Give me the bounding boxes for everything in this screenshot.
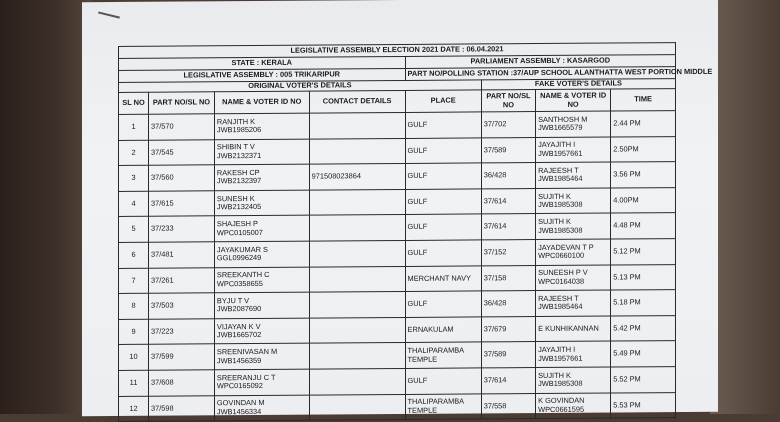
voter-name: JAYAJITH I <box>538 346 608 355</box>
cell-part-no: 37/503 <box>149 293 215 319</box>
voter-name: VIJAYAN K V <box>217 322 307 331</box>
cell-fake-part-no: 37/158 <box>481 265 535 291</box>
voter-id: WPC0105007 <box>217 228 307 237</box>
cell-fake-name-voter-id <box>536 341 611 367</box>
cell-sl-no: 4 <box>119 191 149 217</box>
cell-fake-part-no: 37/152 <box>481 240 535 266</box>
cell-contact <box>309 240 405 266</box>
table-row <box>119 162 676 191</box>
cell-time: 3.56 PM <box>611 162 676 188</box>
cell-part-no: 37/570 <box>149 114 215 140</box>
voter-id: JWB1456359 <box>217 356 307 365</box>
cell-place: GULF <box>405 163 481 189</box>
voter-name: RAJEESH T <box>538 294 608 303</box>
voter-name: SREEKANTH C <box>217 271 307 280</box>
cell-name-voter-id <box>214 369 309 395</box>
voter-id: JWB1985206 <box>217 126 307 135</box>
voter-name: SUNEESH P V <box>538 269 608 278</box>
cell-fake-name-voter-id <box>536 290 611 316</box>
cell-fake-name-voter-id <box>536 393 611 419</box>
voter-id: JWB1957661 <box>538 149 608 158</box>
cell-time: 5.53 PM <box>611 392 676 418</box>
voter-id: JWB1957661 <box>538 354 608 363</box>
cell-part-no: 37/223 <box>149 319 215 345</box>
pen-mark <box>98 11 120 18</box>
voter-id: GGL0996249 <box>217 254 307 263</box>
cell-contact <box>309 266 405 292</box>
background-left <box>0 0 92 414</box>
table-row <box>119 315 676 344</box>
voter-name: JAYADEVAN T P <box>538 243 608 252</box>
cell-sl-no: 11 <box>119 370 149 396</box>
cell-fake-part-no: 37/558 <box>481 393 535 419</box>
voter-name: K GOVINDAN <box>538 397 608 406</box>
voter-table <box>118 42 676 422</box>
col-fake-name-voter-id: NAME & VOTER ID NO <box>536 89 611 112</box>
voter-name: RAKESH CP <box>217 169 307 178</box>
cell-name-voter-id <box>214 139 309 165</box>
cell-fake-part-no: 37/702 <box>481 112 535 138</box>
table-row <box>119 187 676 216</box>
col-fake-part-no: PART NO/SL NO <box>481 90 535 112</box>
voter-name: SREERANJU C T <box>217 373 307 382</box>
cell-contact <box>309 343 405 369</box>
voter-id: WPC0660100 <box>538 252 608 261</box>
col-place: PLACE <box>405 90 481 113</box>
cell-time: 4.00PM <box>611 187 676 213</box>
document-sheet <box>82 0 718 416</box>
table-row <box>119 239 676 268</box>
voter-name: SUJITH K <box>538 371 608 380</box>
cell-contact <box>309 368 405 394</box>
cell-sl-no: 2 <box>119 140 149 166</box>
cell-fake-name-voter-id <box>536 213 611 239</box>
cell-time: 5.42 PM <box>611 315 676 341</box>
table-row <box>119 213 676 242</box>
voter-name: GOVINDAN M <box>217 399 307 408</box>
cell-time: 4.48 PM <box>611 213 676 239</box>
cell-time: 5.12 PM <box>611 239 676 265</box>
voter-name: SUJITH K <box>538 218 608 227</box>
voter-id: WPC0164038 <box>538 277 608 286</box>
voter-id: JWB2087690 <box>217 305 307 314</box>
cell-fake-part-no: 37/614 <box>481 214 535 240</box>
voter-id: JWB2132397 <box>217 177 307 186</box>
cell-sl-no: 9 <box>119 319 149 345</box>
voter-id: JWB1665702 <box>217 331 307 340</box>
cell-name-voter-id <box>214 395 309 421</box>
voter-id: JWB1985308 <box>538 201 608 210</box>
cell-place: GULF <box>405 368 481 394</box>
cell-name-voter-id <box>214 164 309 190</box>
voter-name: SHIBIN T V <box>217 143 307 152</box>
voter-name: JAYAKUMAR S <box>217 245 307 254</box>
cell-fake-name-voter-id <box>536 239 611 265</box>
voter-id: JWB2132371 <box>217 152 307 161</box>
table-row <box>119 264 676 293</box>
cell-place: GULF <box>405 189 481 215</box>
voter-id: JWB1456334 <box>217 407 307 416</box>
table-body <box>119 111 676 422</box>
table-row <box>119 392 676 421</box>
cell-part-no: 37/560 <box>149 165 215 191</box>
cell-time: 5.49 PM <box>611 341 676 367</box>
background-right <box>710 0 780 414</box>
cell-sl-no: 6 <box>119 242 149 268</box>
cell-part-no: 37/599 <box>149 344 215 370</box>
cell-contact <box>309 189 405 215</box>
cell-place: MERCHANT NAVY <box>405 265 481 291</box>
cell-fake-part-no: 36/428 <box>481 291 535 317</box>
cell-place: GULF <box>405 291 481 317</box>
table-row <box>119 341 676 370</box>
cell-name-voter-id <box>214 190 309 216</box>
cell-time: 5.52 PM <box>611 367 676 393</box>
cell-contact <box>309 292 405 318</box>
cell-fake-name-voter-id <box>536 316 611 342</box>
voter-name: SUJITH K <box>538 192 608 201</box>
voter-name: RANJITH K <box>217 117 307 126</box>
voter-name: SUNESH K <box>217 194 307 203</box>
voter-table-document <box>118 42 676 422</box>
voter-id: WPC0165092 <box>217 382 307 391</box>
voter-id: JWB1985308 <box>538 380 608 389</box>
cell-name-voter-id <box>214 292 309 318</box>
voter-id: JWB2132405 <box>217 203 307 212</box>
voter-id: JWB1665579 <box>538 124 608 133</box>
voter-name: SHAJESH P <box>217 220 307 229</box>
cell-fake-name-voter-id <box>536 265 611 291</box>
cell-contact <box>309 138 405 164</box>
cell-sl-no: 12 <box>119 396 149 422</box>
cell-time: 2.50PM <box>611 136 676 162</box>
voter-name: E KUNHIKANNAN <box>538 324 608 333</box>
cell-fake-name-voter-id <box>536 162 611 188</box>
parliament-label: PARLIAMENT ASSEMBLY : KASARGOD <box>405 55 675 69</box>
cell-part-no: 37/545 <box>149 139 215 165</box>
cell-name-voter-id <box>214 113 309 139</box>
cell-contact <box>309 215 405 241</box>
table-row <box>119 111 676 140</box>
cell-part-no: 37/608 <box>149 370 215 396</box>
cell-place: GULF <box>405 138 481 164</box>
cell-name-voter-id <box>214 241 309 267</box>
cell-part-no: 37/615 <box>149 191 215 217</box>
cell-fake-part-no: 37/679 <box>481 316 535 342</box>
cell-time: 2.44 PM <box>611 111 676 137</box>
table-row <box>119 367 676 396</box>
cell-contact <box>309 394 405 420</box>
cell-name-voter-id <box>214 216 309 242</box>
voter-id: JWB1985308 <box>538 226 608 235</box>
document-title: LEGISLATIVE ASSEMBLY ELECTION 2021 DATE : 06.04.2021 <box>119 43 676 59</box>
voter-name: BYJU T V <box>217 297 307 306</box>
voter-id: JWB1985464 <box>538 303 608 312</box>
voter-name: SANTHOSH M <box>538 115 608 124</box>
cell-part-no: 37/261 <box>149 267 215 293</box>
cell-sl-no: 5 <box>119 217 149 243</box>
cell-contact <box>309 317 405 343</box>
cell-place: GULF <box>405 112 481 138</box>
cell-fake-part-no: 37/589 <box>481 137 535 163</box>
cell-part-no: 37/481 <box>149 242 215 268</box>
cell-name-voter-id <box>214 343 309 369</box>
cell-part-no: 37/598 <box>149 395 215 421</box>
cell-contact <box>309 112 405 138</box>
voter-id: JWB1985464 <box>538 175 608 184</box>
col-sl-no: SL NO <box>119 92 149 114</box>
cell-fake-name-voter-id <box>536 111 611 137</box>
col-name-voter-id: NAME & VOTER ID NO <box>214 91 309 114</box>
cell-fake-name-voter-id <box>536 188 611 214</box>
cell-fake-part-no: 37/614 <box>481 367 535 393</box>
cell-fake-name-voter-id <box>536 367 611 393</box>
table-row <box>119 136 676 165</box>
cell-place: THALIPARAMBA TEMPLE <box>405 393 481 419</box>
cell-sl-no: 3 <box>119 165 149 191</box>
fake-voters-group: FAKE VOTER'S DETAILS <box>481 79 675 90</box>
cell-time: 5.13 PM <box>611 264 676 290</box>
col-contact: CONTACT DETAILS <box>309 90 405 113</box>
voter-name: RAJEESH T <box>538 167 608 176</box>
cell-fake-name-voter-id <box>536 137 611 163</box>
state-label: STATE : KERALA <box>119 56 406 70</box>
voter-name: SREENIVASAN M <box>217 348 307 357</box>
cell-place: GULF <box>405 214 481 240</box>
cell-fake-part-no: 37/589 <box>481 342 535 368</box>
col-part-no: PART NO/SL NO <box>149 92 215 114</box>
cell-sl-no: 10 <box>119 345 149 371</box>
cell-name-voter-id <box>214 267 309 293</box>
voter-id: WPC0358655 <box>217 280 307 289</box>
cell-sl-no: 8 <box>119 293 149 319</box>
table-row <box>119 290 676 319</box>
cell-fake-part-no: 37/614 <box>481 188 535 214</box>
cell-place: GULF <box>405 240 481 266</box>
cell-time: 5.18 PM <box>611 290 676 316</box>
cell-place: ERNAKULAM <box>405 317 481 343</box>
cell-place: THALIPARAMBA TEMPLE <box>405 342 481 368</box>
assembly-label: LEGISLATIVE ASSEMBLY : 005 TRIKARIPUR <box>119 68 406 82</box>
original-voters-group: ORIGINAL VOTER'S DETAILS <box>119 80 482 93</box>
voter-id: WPC0661595 <box>538 405 608 414</box>
cell-part-no: 37/233 <box>149 216 215 242</box>
cell-fake-part-no: 36/428 <box>481 163 535 189</box>
cell-name-voter-id <box>214 318 309 344</box>
col-time: TIME <box>611 89 676 111</box>
cell-sl-no: 7 <box>119 268 149 294</box>
voter-name: JAYAJITH I <box>538 141 608 150</box>
polling-station-label: PART NO/POLLING STATION :37/AUP SCHOOL ALANTHATTA WEST PORTION MIDDLE <box>405 67 675 81</box>
cell-contact: 971508023864 <box>309 164 405 190</box>
cell-sl-no: 1 <box>119 114 149 140</box>
